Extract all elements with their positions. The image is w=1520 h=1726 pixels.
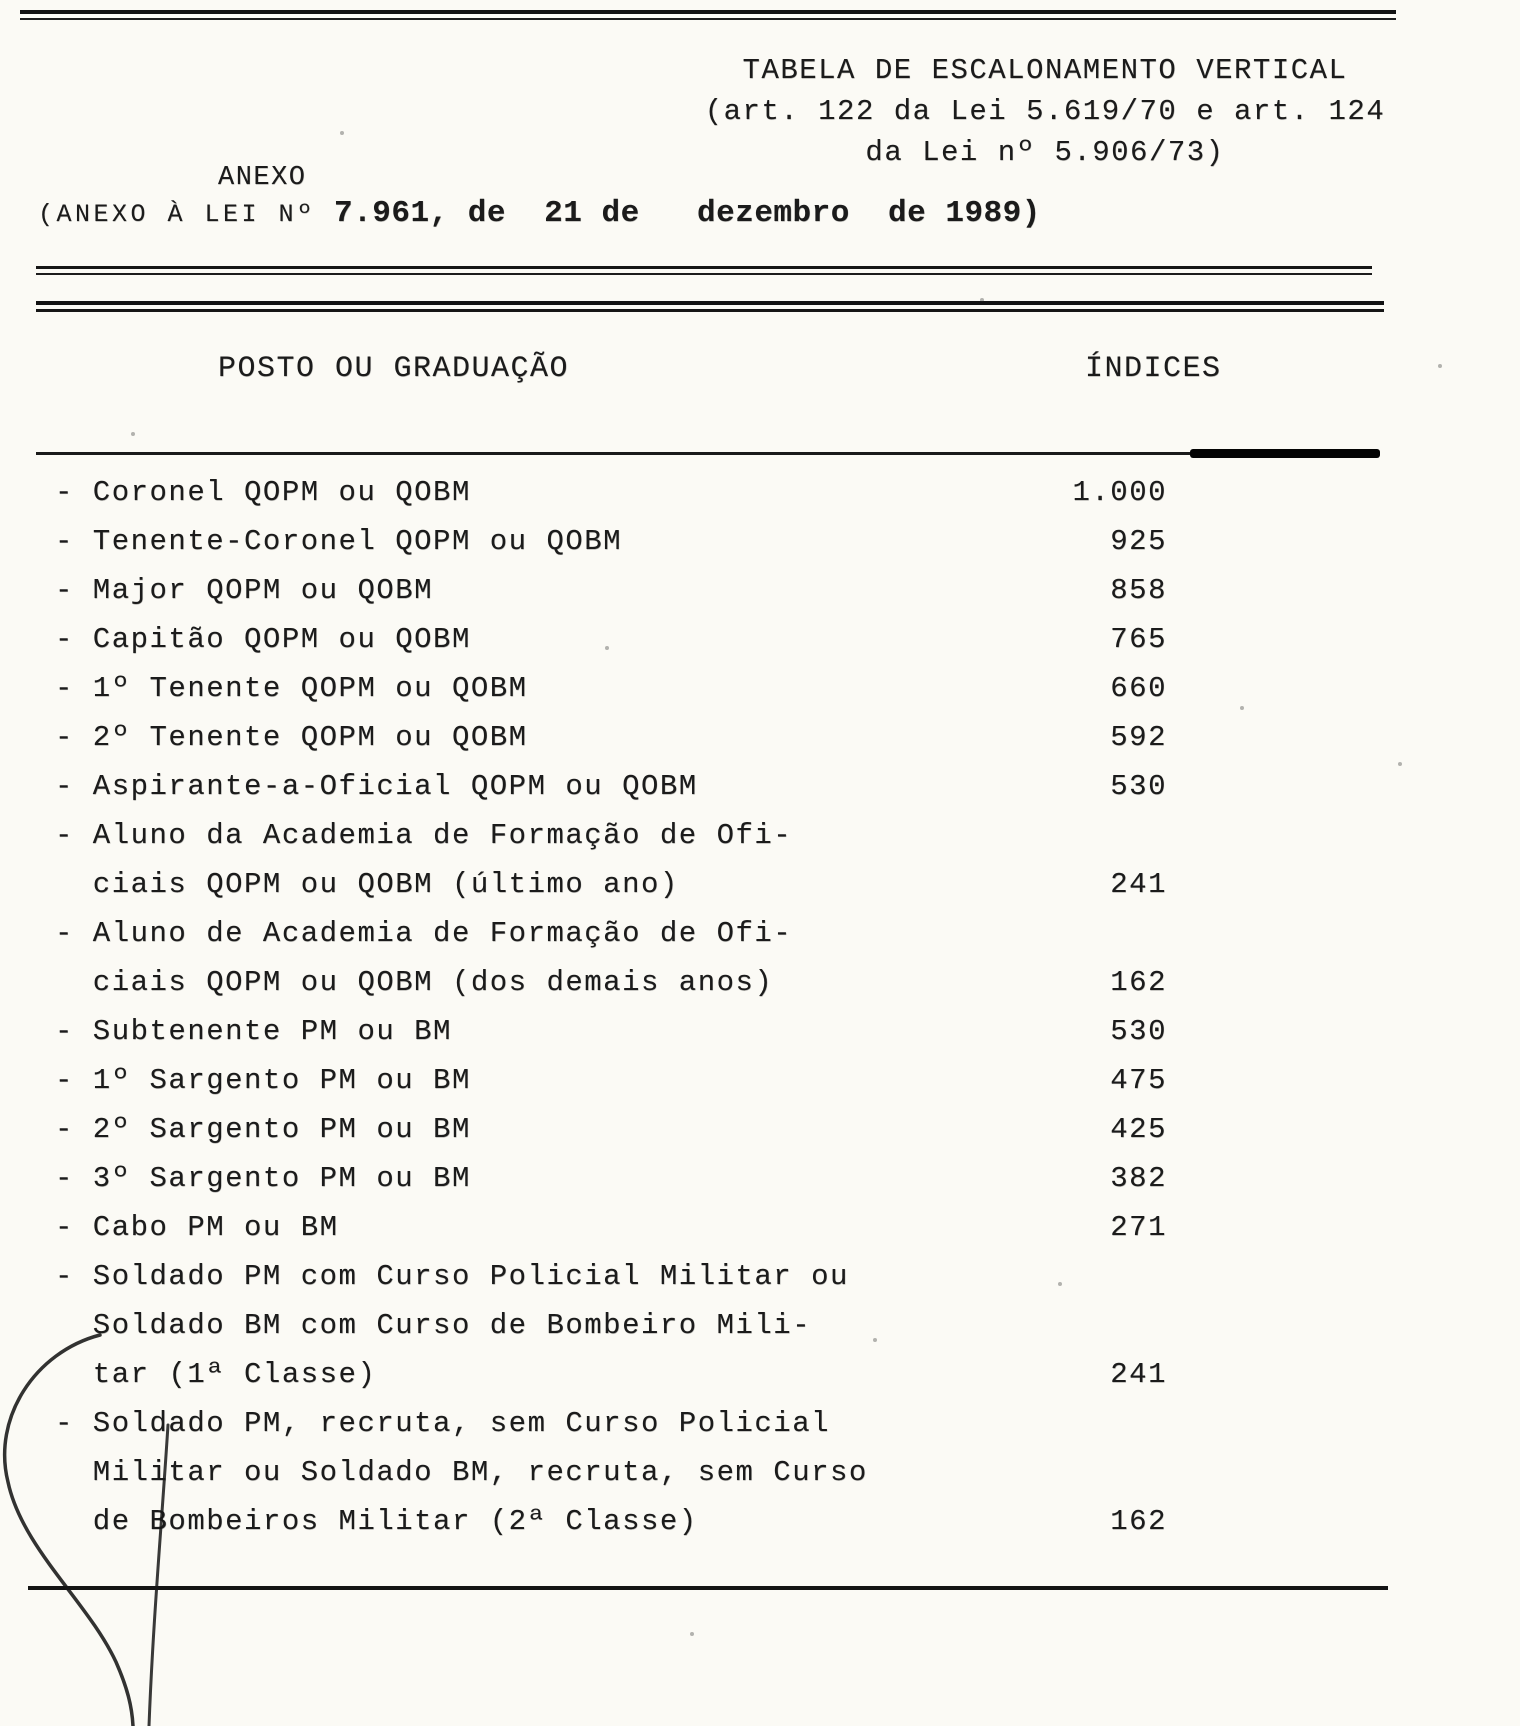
table-body bbox=[55, 468, 1167, 1546]
index-value: 530 bbox=[1110, 1015, 1167, 1048]
anexo-prefix: (ANEXO À LEI Nº bbox=[38, 200, 335, 229]
index-value: 271 bbox=[1110, 1211, 1167, 1244]
separator-rule-1 bbox=[36, 266, 1372, 275]
table-row bbox=[55, 1105, 1167, 1154]
document-title-block bbox=[700, 50, 1390, 173]
scan-speck bbox=[131, 432, 135, 436]
rank-label: - Cabo PM ou BM bbox=[55, 1211, 339, 1244]
index-value: 530 bbox=[1110, 770, 1167, 803]
separator-rule-2 bbox=[36, 301, 1384, 312]
table-row bbox=[55, 1203, 1167, 1252]
table-row bbox=[55, 615, 1167, 664]
rank-label: - Aluno da Academia de Formação de Ofi- ciais QOPM ou QOBM (último ano) bbox=[55, 819, 793, 901]
rank-label: - Tenente-Coronel QOPM ou QOBM bbox=[55, 525, 623, 558]
rank-label: - Major QOPM ou QOBM bbox=[55, 574, 434, 607]
anexo-line bbox=[38, 196, 1041, 231]
table-row bbox=[55, 909, 1167, 1007]
table-row bbox=[55, 1154, 1167, 1203]
index-value: 660 bbox=[1110, 672, 1167, 705]
document-subtitle-line2: da Lei nº 5.906/73) bbox=[865, 136, 1225, 169]
table-row bbox=[55, 713, 1167, 762]
table-row bbox=[55, 468, 1167, 517]
scan-speck bbox=[1438, 364, 1442, 368]
rank-label: - 2º Sargento PM ou BM bbox=[55, 1113, 471, 1146]
rank-label: - 1º Sargento PM ou BM bbox=[55, 1064, 471, 1097]
index-value: 592 bbox=[1110, 721, 1167, 754]
index-value: 425 bbox=[1110, 1113, 1167, 1146]
rank-label: - Subtenente PM ou BM bbox=[55, 1015, 452, 1048]
rank-label: - 2º Tenente QOPM ou QOBM bbox=[55, 721, 528, 754]
column-header-index: ÍNDICES bbox=[1085, 352, 1222, 386]
table-row bbox=[55, 517, 1167, 566]
table-row bbox=[55, 1252, 1167, 1399]
scan-speck bbox=[1240, 706, 1244, 710]
rank-label: - Aspirante-a-Oficial QOPM ou QOBM bbox=[55, 770, 698, 803]
top-rule bbox=[20, 10, 1396, 20]
table-header-rule bbox=[36, 452, 1380, 455]
index-value: 1.000 bbox=[1072, 476, 1167, 509]
scan-speck bbox=[605, 646, 609, 650]
index-value: 925 bbox=[1110, 525, 1167, 558]
table-row bbox=[55, 762, 1167, 811]
scan-speck bbox=[980, 298, 984, 302]
index-value: 241 bbox=[1110, 1358, 1167, 1391]
document-title: TABELA DE ESCALONAMENTO VERTICAL bbox=[742, 54, 1348, 87]
table-row bbox=[55, 1399, 1167, 1546]
scan-speck bbox=[1058, 1282, 1062, 1286]
table-row bbox=[55, 664, 1167, 713]
index-value: 382 bbox=[1110, 1162, 1167, 1195]
scan-speck bbox=[1398, 762, 1402, 766]
rank-label: - 1º Tenente QOPM ou QOBM bbox=[55, 672, 528, 705]
index-value: 475 bbox=[1110, 1064, 1167, 1097]
rank-label: - 3º Sargento PM ou BM bbox=[55, 1162, 471, 1195]
index-value: 162 bbox=[1110, 966, 1167, 999]
table-bottom-rule bbox=[28, 1586, 1388, 1590]
rank-label: - Coronel QOPM ou QOBM bbox=[55, 476, 471, 509]
anexo-label: ANEXO bbox=[218, 163, 307, 193]
index-value: 241 bbox=[1110, 868, 1167, 901]
rank-label: - Aluno de Academia de Formação de Ofi- ciais QOPM ou QOBM (dos demais anos) bbox=[55, 917, 793, 999]
index-value: 858 bbox=[1110, 574, 1167, 607]
anexo-value: 7.961, de 21 de dezembro de 1989) bbox=[334, 196, 1041, 231]
rank-label: - Capitão QOPM ou QOBM bbox=[55, 623, 471, 656]
column-header-rank: POSTO OU GRADUAÇÃO bbox=[218, 352, 570, 386]
index-value: 162 bbox=[1110, 1505, 1167, 1538]
document-subtitle-line1: (art. 122 da Lei 5.619/70 e art. 124 bbox=[704, 95, 1386, 128]
table-row bbox=[55, 811, 1167, 909]
scan-speck bbox=[873, 1338, 877, 1342]
index-value: 765 bbox=[1110, 623, 1167, 656]
scan-speck bbox=[340, 131, 344, 135]
scan-speck bbox=[690, 1632, 694, 1636]
rank-label: - Soldado PM, recruta, sem Curso Policial Militar ou Soldado BM, recruta, sem Curso de Bombeiros Militar (2ª Classe) bbox=[55, 1407, 868, 1538]
table-row bbox=[55, 566, 1167, 615]
table-row bbox=[55, 1056, 1167, 1105]
table-row bbox=[55, 1007, 1167, 1056]
rank-label: - Soldado PM com Curso Policial Militar ou Soldado BM com Curso de Bombeiro Mili- tar (1ª Classe) bbox=[55, 1260, 849, 1391]
